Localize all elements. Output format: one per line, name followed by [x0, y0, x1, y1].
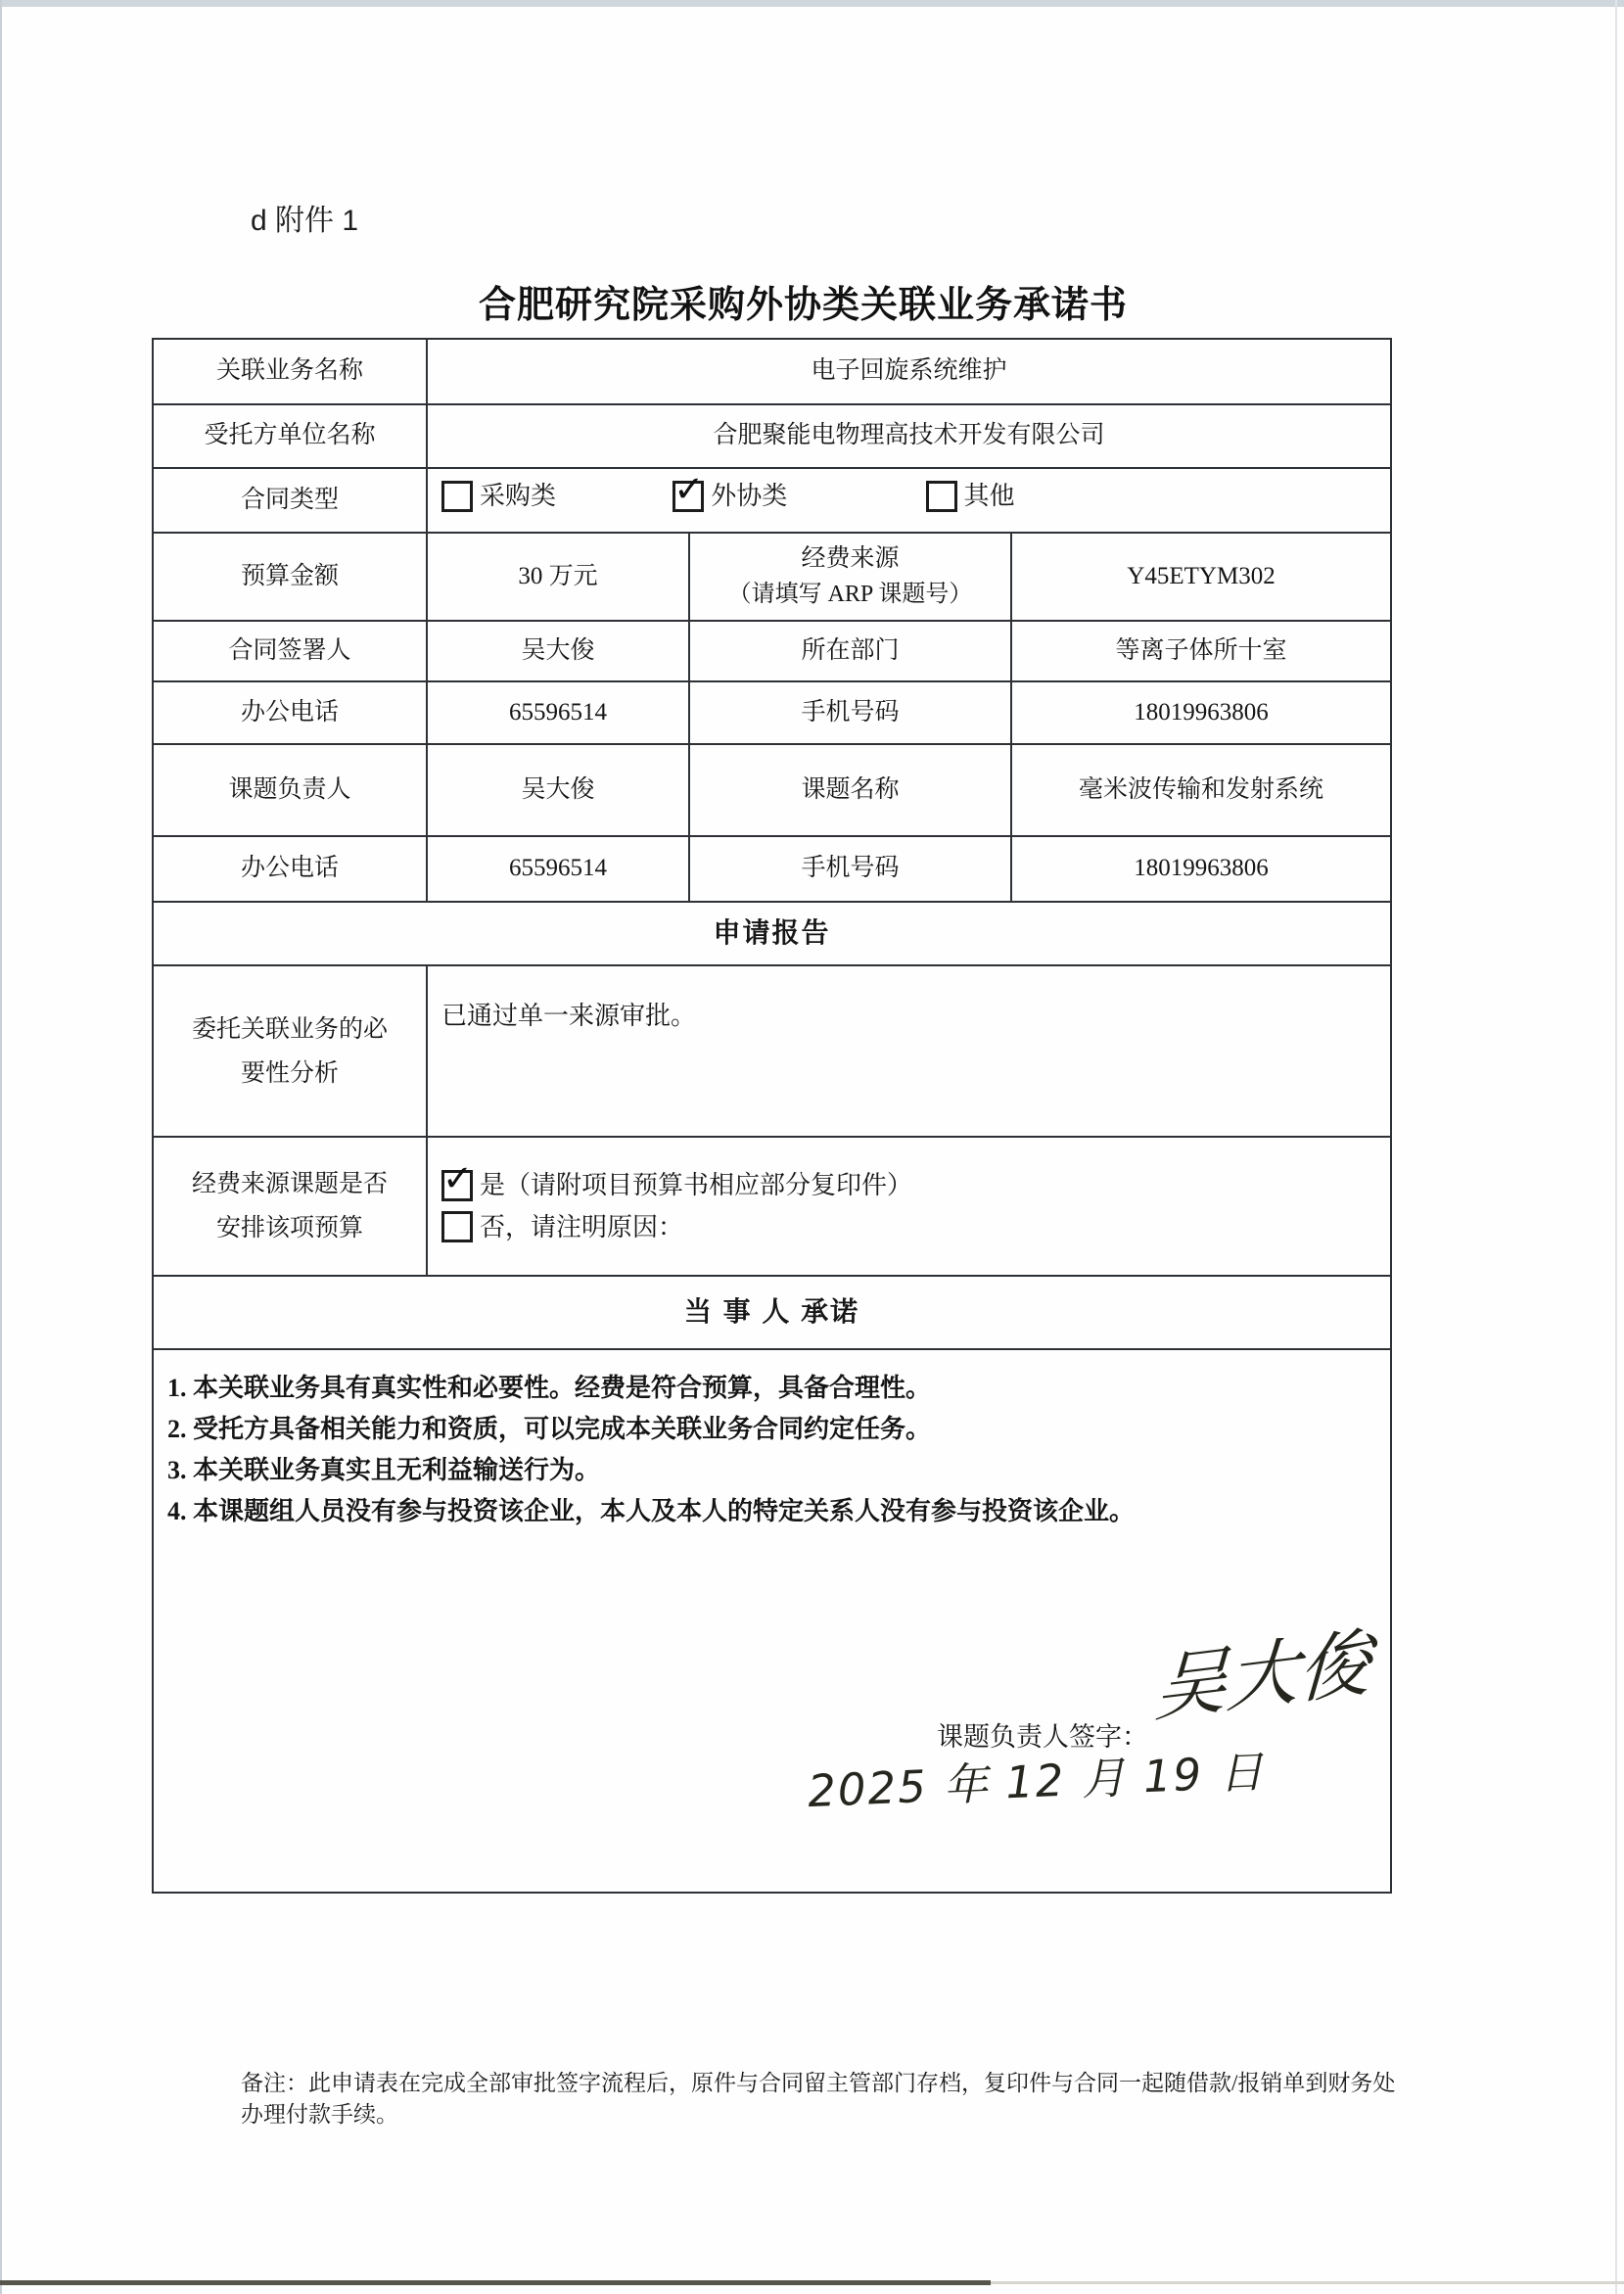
- option-no-label: 否，请注明原因：: [480, 1212, 684, 1241]
- commitment-item-3: 3. 本关联业务真实且无利益输送行为。: [167, 1456, 601, 1484]
- scan-edge-bottom: [0, 2280, 991, 2285]
- trustee-label: 受托方单位名称: [153, 404, 427, 468]
- row-budget: [153, 533, 1391, 621]
- office-phone-1-value: 65596514: [427, 681, 689, 744]
- option-yes-label: 是（请附项目预算书相应部分复印件）: [480, 1170, 913, 1199]
- attachment-label: d 附件 1: [251, 205, 359, 237]
- page-title: 合肥研究院采购外协类关联业务承诺书: [478, 285, 1128, 326]
- business-name-value: 电子回旋系统维护: [427, 339, 1391, 404]
- checkbox-other[interactable]: [926, 481, 957, 512]
- project-leader-value: 吴大俊: [427, 744, 689, 836]
- budget-label: 预算金额: [153, 533, 427, 621]
- budget-value: 30 万元: [427, 533, 689, 621]
- mobile-2-label: 手机号码: [689, 836, 1011, 902]
- project-leader-label: 课题负责人: [153, 744, 427, 836]
- option-purchase-label: 采购类: [480, 481, 557, 510]
- scan-edge-right: [1615, 0, 1617, 2294]
- row-business-name: [153, 339, 1391, 404]
- project-name-value: 毫米波传输和发射系统: [1011, 744, 1391, 836]
- commitment-header: 当 事 人 承诺: [153, 1276, 1391, 1349]
- option-outsourcing-label: 外协类: [711, 481, 788, 510]
- budget-arranged-label-cell: [153, 1137, 427, 1276]
- contract-signer-value: 吴大俊: [427, 621, 689, 681]
- row-commitment-body: [153, 1349, 1391, 1893]
- row-commitment-header: [153, 1276, 1391, 1349]
- scan-edge-left: [0, 0, 2, 2294]
- contract-type-label: 合同类型: [153, 468, 427, 533]
- commitment-item-2: 2. 受托方具备相关能力和资质，可以完成本关联业务合同约定任务。: [167, 1415, 932, 1443]
- checkbox-yes[interactable]: [441, 1156, 474, 1201]
- funding-source-sublabel: （请填写 ARP 课题号）: [727, 581, 973, 607]
- row-application-report-header: [153, 902, 1391, 965]
- row-contract-signer: [153, 621, 1391, 681]
- row-contract-type: [153, 468, 1391, 533]
- row-necessity: [153, 965, 1391, 1137]
- signature-date-handwriting: 2025 年 12 月 19 日: [807, 1745, 1267, 1818]
- office-phone-2-value: 65596514: [427, 836, 689, 902]
- row-trustee: [153, 404, 1391, 468]
- row-office-phone-1: [153, 681, 1391, 744]
- commitment-item-1: 1. 本关联业务具有真实性和必要性。经费是符合预算，具备合理性。: [167, 1374, 932, 1402]
- row-office-phone-2: [153, 836, 1391, 902]
- commitment-body-cell: [153, 1349, 1391, 1893]
- signature-handwriting: 吴大俊: [1152, 1619, 1373, 1733]
- option-other-label: 其他: [963, 481, 1015, 510]
- department-label: 所在部门: [689, 621, 1011, 681]
- checkbox-outsourcing-mark: ✓: [673, 467, 705, 510]
- mobile-2-value: 18019963806: [1011, 836, 1391, 902]
- scan-edge-top: [0, 0, 1624, 7]
- budget-arranged-options: [427, 1137, 1391, 1276]
- checkbox-no[interactable]: [441, 1211, 473, 1242]
- funding-source-label: 经费来源: [801, 545, 900, 573]
- office-phone-2-label: 办公电话: [153, 836, 427, 902]
- contract-type-options: [427, 468, 1391, 533]
- option-outsourcing: [673, 467, 788, 515]
- checkbox-yes-mark: ✓: [442, 1156, 474, 1199]
- application-report-header: 申请报告: [153, 902, 1391, 965]
- signature-label: 课题负责人签字：: [937, 1722, 1148, 1752]
- commitment-form-table: [152, 338, 1392, 1894]
- necessity-label: 委托关联业务的必要性分析: [191, 1015, 388, 1087]
- mobile-1-label: 手机号码: [689, 681, 1011, 744]
- option-purchase: [441, 478, 556, 515]
- checkbox-purchase[interactable]: [441, 481, 473, 512]
- checkbox-outsourcing[interactable]: [673, 467, 705, 512]
- funding-source-label-cell: [689, 533, 1011, 621]
- option-other: [926, 478, 1015, 515]
- contract-signer-label: 合同签署人: [153, 621, 427, 681]
- necessity-value: 已通过单一来源审批。: [427, 965, 1391, 1137]
- trustee-value: 合肥聚能电物理高技术开发有限公司: [427, 404, 1391, 468]
- option-no: [441, 1209, 1384, 1246]
- necessity-label-cell: [153, 965, 427, 1137]
- option-yes: [441, 1156, 1384, 1204]
- row-project-leader: [153, 744, 1391, 836]
- budget-arranged-label: 经费来源课题是否安排该项预算: [191, 1171, 388, 1241]
- row-budget-arranged: [153, 1137, 1391, 1276]
- project-name-label: 课题名称: [689, 744, 1011, 836]
- footer-note: 备注：此申请表在完成全部审批签字流程后，原件与合同留主管部门存档，复印件与合同一起随借款/报销单到财务处办理付款手续。: [241, 2071, 1396, 2127]
- office-phone-1-label: 办公电话: [153, 681, 427, 744]
- business-name-label: 关联业务名称: [153, 339, 427, 404]
- department-value: 等离子体所十室: [1011, 621, 1391, 681]
- mobile-1-value: 18019963806: [1011, 681, 1391, 744]
- scan-edge-bottom-light: [991, 2281, 1624, 2284]
- funding-source-value: Y45ETYM302: [1011, 533, 1391, 621]
- commitment-item-4: 4. 本课题组人员没有参与投资该企业，本人及本人的特定关系人没有参与投资该企业。: [167, 1497, 1136, 1525]
